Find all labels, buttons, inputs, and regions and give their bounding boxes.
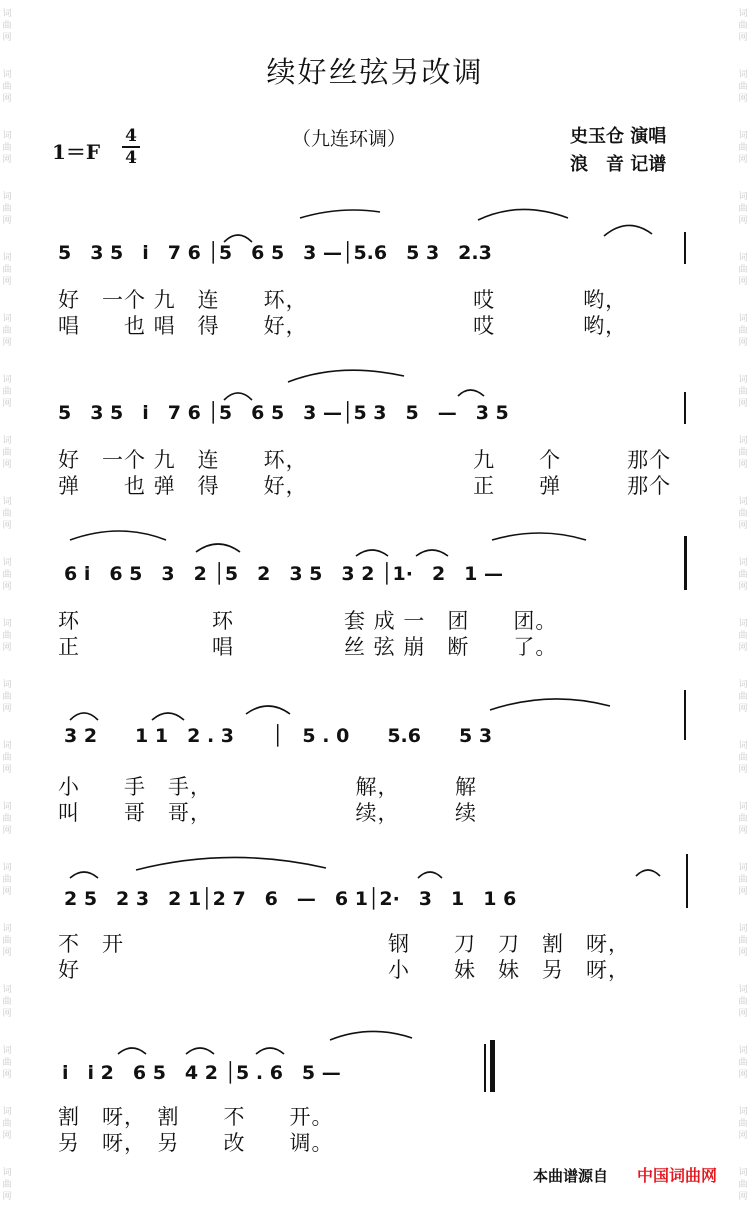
source-label: 本曲谱源自 xyxy=(532,1167,608,1185)
watermark-char: 网 xyxy=(2,1131,12,1141)
watermark-char: 曲 xyxy=(2,82,12,92)
watermark-char: 网 xyxy=(2,521,12,531)
time-signature-bottom: 4 xyxy=(125,148,137,168)
watermark-char: 网 xyxy=(738,1070,748,1080)
watermark-char: 网 xyxy=(2,460,12,470)
watermark-char: 网 xyxy=(2,338,12,348)
notation-credit: 浪 音 记谱 xyxy=(570,154,667,175)
watermark-char: 词 xyxy=(738,985,748,995)
site-name: 中国词曲网 xyxy=(636,1166,717,1185)
watermark-char: 曲 xyxy=(2,509,12,519)
watermark-char: 网 xyxy=(738,521,748,531)
end-barline-4 xyxy=(684,690,686,740)
notes-line-4: 3 2 1 1 2 . 3 │ 5 . 0 5.6 5 3 xyxy=(64,725,493,747)
end-barline-2 xyxy=(684,392,686,424)
watermark-char: 网 xyxy=(2,399,12,409)
notes-line-2: 5 3 5 i 7 6 │5 6 5 3 —│5 3 5 — 3 5 xyxy=(58,402,509,424)
watermark-char: 词 xyxy=(738,1046,748,1056)
end-barline-1 xyxy=(684,232,686,264)
watermark-char: 词 xyxy=(738,70,748,80)
watermark-char: 曲 xyxy=(738,143,748,153)
watermark-char: 曲 xyxy=(738,387,748,397)
watermark-char: 网 xyxy=(738,643,748,653)
lyric-line-3b: 正 唱 丝 弦 崩 断 了。 xyxy=(58,635,558,659)
time-signature-top: 4 xyxy=(125,126,137,146)
lyric-line-3a: 环 环 套 成 一 团 团。 xyxy=(58,609,558,633)
watermark-char: 网 xyxy=(738,155,748,165)
watermark-char: 曲 xyxy=(2,1058,12,1068)
lyric-line-4a: 小 手 手， 解， 解 xyxy=(58,775,477,799)
watermark-char: 词 xyxy=(2,558,12,568)
singer-credit: 史玉仓 演唱 xyxy=(570,126,667,147)
watermark-char: 网 xyxy=(2,826,12,836)
watermark-char: 曲 xyxy=(738,936,748,946)
watermark-char: 曲 xyxy=(2,692,12,702)
notes-line-3: 6 i 6 5 3 2 │5 2 3 5 3 2 │1· 2 1 — xyxy=(64,563,503,585)
watermark-char: 词 xyxy=(2,436,12,446)
watermark-char: 网 xyxy=(2,277,12,287)
watermark-char: 网 xyxy=(738,765,748,775)
watermark-char: 曲 xyxy=(2,387,12,397)
watermark-char: 词 xyxy=(738,802,748,812)
song-title: 续好丝弦另改调 xyxy=(266,55,484,89)
key-signature: 1＝F xyxy=(52,140,101,164)
watermark-char: 网 xyxy=(738,33,748,43)
slur-5c xyxy=(418,872,442,878)
watermark-char: 词 xyxy=(2,619,12,629)
final-barline-thick xyxy=(490,1040,495,1092)
watermark-char: 曲 xyxy=(2,1180,12,1190)
lyric-line-4b: 叫 哥 哥， 续， 续 xyxy=(58,801,477,825)
watermark-char: 网 xyxy=(2,704,12,714)
notes-line-5: 2 5 2 3 2 1│2 7 6 — 6 1│2· 3 1 1 6 xyxy=(64,888,517,910)
slur-1c xyxy=(604,225,652,236)
watermark-char: 词 xyxy=(2,1046,12,1056)
watermark-char: 曲 xyxy=(738,1180,748,1190)
watermark-char: 词 xyxy=(738,741,748,751)
watermark-char: 曲 xyxy=(2,204,12,214)
watermark-char: 词 xyxy=(2,924,12,934)
slur-4c xyxy=(246,706,290,714)
watermark-char: 曲 xyxy=(738,326,748,336)
watermark-char: 网 xyxy=(2,216,12,226)
watermark-char: 网 xyxy=(738,94,748,104)
lyric-line-5b: 好 小 妹 妹 另 呀， xyxy=(58,958,630,982)
watermark-char: 网 xyxy=(738,1192,748,1202)
watermark-char: 曲 xyxy=(2,570,12,580)
watermark-char: 曲 xyxy=(2,448,12,458)
tune-subtitle: （九连环调） xyxy=(292,128,407,150)
watermark-char: 网 xyxy=(2,643,12,653)
watermark-char: 曲 xyxy=(738,509,748,519)
slur-2b xyxy=(458,390,484,396)
watermark-char: 网 xyxy=(2,887,12,897)
watermark-char: 曲 xyxy=(738,875,748,885)
watermark-char: 词 xyxy=(738,1168,748,1178)
watermark-char: 网 xyxy=(738,704,748,714)
watermark-char: 词 xyxy=(738,131,748,141)
watermark-char: 词 xyxy=(2,70,12,80)
watermark-char: 曲 xyxy=(738,204,748,214)
watermark-char: 曲 xyxy=(738,753,748,763)
watermark-char: 网 xyxy=(738,1131,748,1141)
watermark-char: 词 xyxy=(2,1107,12,1117)
watermark-char: 词 xyxy=(738,375,748,385)
watermark-char: 曲 xyxy=(738,1119,748,1129)
watermark-char: 曲 xyxy=(738,814,748,824)
watermark-char: 网 xyxy=(738,826,748,836)
watermark-char: 网 xyxy=(738,1009,748,1019)
watermark-char: 曲 xyxy=(738,692,748,702)
watermark-char: 曲 xyxy=(738,265,748,275)
lyric-line-1a: 好 一个 九 连 环， 哎 哟， xyxy=(58,288,628,312)
slur-5d xyxy=(636,870,660,876)
watermark-char: 曲 xyxy=(738,997,748,1007)
watermark-char: 词 xyxy=(2,253,12,263)
lyric-line-2b: 弹 也 弹 得 好， 正 弹 那个 xyxy=(58,474,672,498)
watermark-char: 曲 xyxy=(2,875,12,885)
watermark-char: 词 xyxy=(2,375,12,385)
watermark-char: 词 xyxy=(738,497,748,507)
watermark-char: 词 xyxy=(738,863,748,873)
watermark-char: 网 xyxy=(2,948,12,958)
watermark-char: 网 xyxy=(2,765,12,775)
slur-6b xyxy=(186,1048,214,1054)
watermark-char: 词 xyxy=(2,192,12,202)
end-barline-3 xyxy=(684,536,687,590)
slur-5a xyxy=(70,872,98,878)
watermark-char: 词 xyxy=(738,9,748,19)
watermark-char: 网 xyxy=(738,338,748,348)
watermark-char: 词 xyxy=(738,1107,748,1117)
watermark-char: 曲 xyxy=(2,631,12,641)
watermark-char: 曲 xyxy=(738,21,748,31)
watermark-char: 曲 xyxy=(738,448,748,458)
watermark-char: 网 xyxy=(2,1070,12,1080)
watermark-char: 网 xyxy=(2,582,12,592)
watermark-char: 曲 xyxy=(738,82,748,92)
watermark-char: 词 xyxy=(2,497,12,507)
watermark-char: 网 xyxy=(2,33,12,43)
watermark-char: 词 xyxy=(2,1168,12,1178)
watermark-char: 词 xyxy=(738,314,748,324)
watermark-char: 词 xyxy=(2,131,12,141)
watermark-char: 网 xyxy=(2,94,12,104)
watermark-char: 曲 xyxy=(2,936,12,946)
watermark-char: 曲 xyxy=(2,753,12,763)
watermark-char: 网 xyxy=(738,582,748,592)
lyric-line-2a: 好 一个 九 连 环， 九 个 那个 xyxy=(58,448,672,472)
slur-5b xyxy=(136,857,326,870)
slur-3b xyxy=(196,544,240,552)
watermark-char: 词 xyxy=(2,9,12,19)
lyric-line-5a: 不 开 钢 刀 刀 割 呀， xyxy=(58,932,630,956)
watermark-char: 网 xyxy=(738,277,748,287)
watermark-char: 词 xyxy=(2,802,12,812)
slur-4a xyxy=(70,713,98,720)
watermark-char: 词 xyxy=(738,253,748,263)
watermark-char: 网 xyxy=(738,216,748,226)
slur-3e xyxy=(492,533,586,540)
watermark-char: 词 xyxy=(738,924,748,934)
watermark-char: 网 xyxy=(738,399,748,409)
watermark-char: 曲 xyxy=(2,997,12,1007)
end-barline-5 xyxy=(686,854,688,908)
slur-3d xyxy=(416,550,448,556)
watermark-char: 网 xyxy=(2,155,12,165)
watermark-char: 词 xyxy=(738,558,748,568)
slur-3c xyxy=(356,550,388,556)
slur-1b xyxy=(478,209,568,220)
slur-3a xyxy=(70,531,166,540)
slur-1a xyxy=(300,210,380,218)
watermark-char: 网 xyxy=(738,948,748,958)
slur-4d xyxy=(490,699,610,710)
watermark-char: 曲 xyxy=(738,631,748,641)
watermark-char: 词 xyxy=(738,619,748,629)
watermark-char: 词 xyxy=(738,436,748,446)
slur-1d xyxy=(224,235,252,242)
watermark-char: 网 xyxy=(738,460,748,470)
watermark-char: 词 xyxy=(2,680,12,690)
lyric-line-6a: 割 呀， 割 不 开。 xyxy=(58,1105,334,1129)
watermark-char: 曲 xyxy=(2,326,12,336)
watermark-char: 词 xyxy=(2,863,12,873)
slur-6d xyxy=(330,1031,412,1040)
watermark-char: 曲 xyxy=(2,143,12,153)
slur-2a xyxy=(288,370,404,382)
slur-2c xyxy=(224,393,252,400)
watermark-char: 词 xyxy=(738,192,748,202)
watermark-char: 曲 xyxy=(2,814,12,824)
watermark-char: 词 xyxy=(2,314,12,324)
lyric-line-6b: 另 呀， 另 改 调。 xyxy=(58,1131,334,1155)
final-barline-thin xyxy=(484,1044,486,1092)
lyric-line-1b: 唱 也 唱 得 好， 哎 哟， xyxy=(58,314,628,338)
watermark-char: 曲 xyxy=(2,1119,12,1129)
watermark-char: 曲 xyxy=(738,1058,748,1068)
slur-4b xyxy=(152,713,184,720)
watermark-char: 网 xyxy=(2,1192,12,1202)
slur-6c xyxy=(256,1048,284,1054)
notes-line-6: i i 2 6 5 4 2 │5 . 6 5 — xyxy=(62,1062,341,1084)
slur-6a xyxy=(118,1048,146,1054)
watermark-char: 词 xyxy=(2,741,12,751)
notes-line-1: 5 3 5 i 7 6 │5 6 5 3 —│5.6 5 3 2.3 xyxy=(58,242,492,264)
watermark-char: 词 xyxy=(2,985,12,995)
watermark-char: 曲 xyxy=(738,570,748,580)
watermark-char: 词 xyxy=(738,680,748,690)
watermark-char: 曲 xyxy=(2,21,12,31)
watermark-char: 网 xyxy=(738,887,748,897)
watermark-char: 曲 xyxy=(2,265,12,275)
watermark-char: 网 xyxy=(2,1009,12,1019)
